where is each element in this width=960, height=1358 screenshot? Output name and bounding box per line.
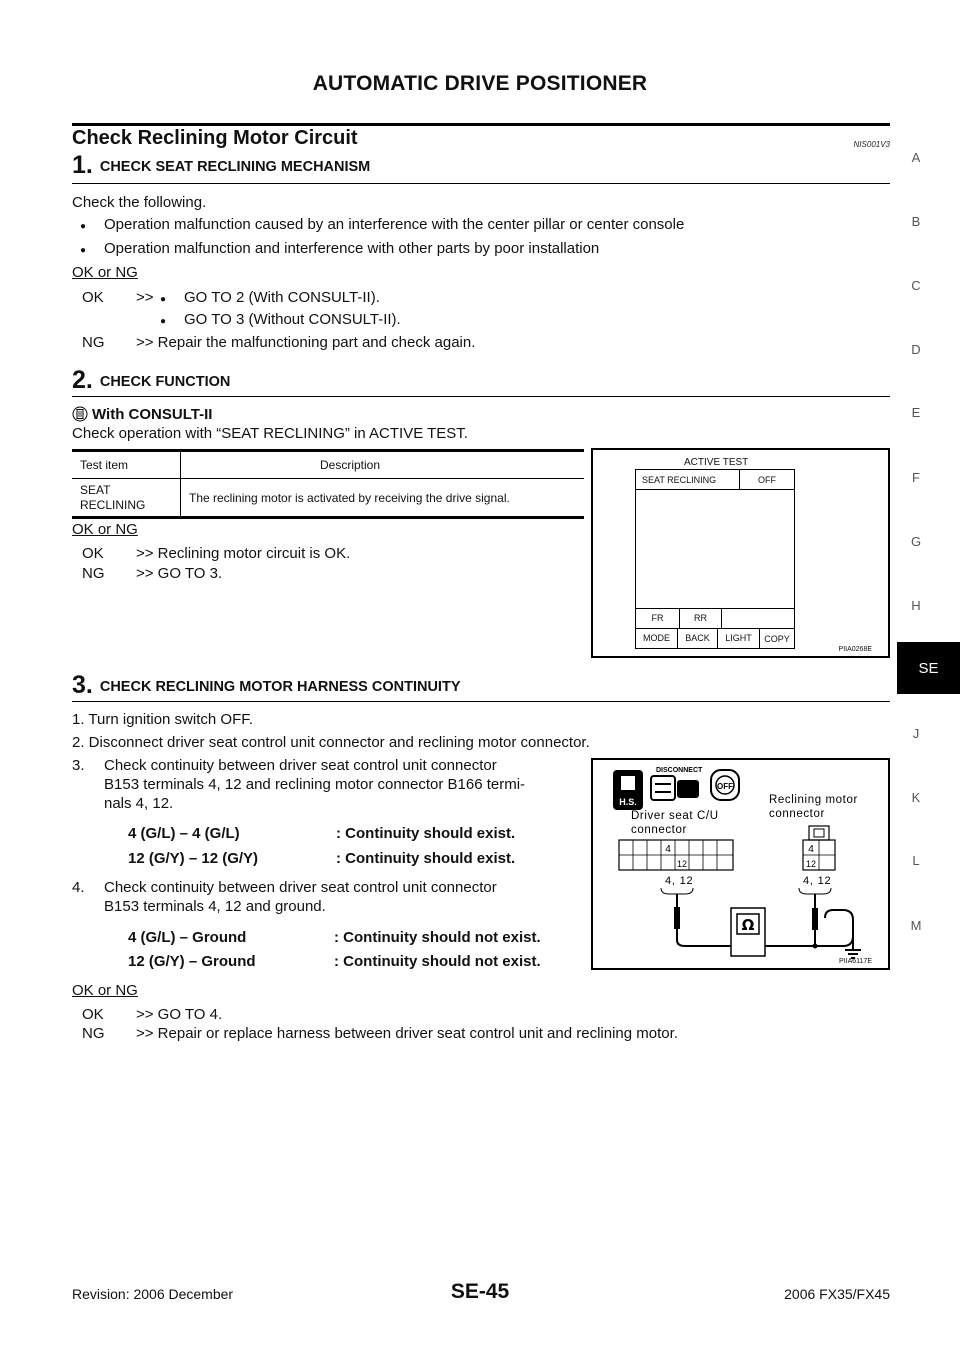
ignition-off-icon xyxy=(711,770,739,800)
step-3-instr-2: 2. Disconnect driver seat control unit connector and reclining motor connector. xyxy=(72,734,590,751)
side-index-j[interactable]: J xyxy=(912,726,920,741)
footer-page-number: SE-45 xyxy=(450,1280,510,1303)
step-1-bullet-2: ● Operation malfunction and interference with other parts by poor installation xyxy=(104,240,599,258)
ohm-symbol: Ω xyxy=(741,916,755,934)
step-3-ng-text: >> Repair or replace harness between driver seat control unit and reclining motor. xyxy=(136,1025,678,1042)
step-3-number: 3. xyxy=(72,671,93,699)
step-2-with-consult: With CONSULT-II xyxy=(92,406,213,423)
reclining-motor-label-2: connector xyxy=(769,808,825,820)
ignition-off-label: OFF xyxy=(717,782,733,791)
continuity-1-right: : Continuity should exist. xyxy=(336,825,516,842)
step-2-rule xyxy=(72,396,890,397)
step-3-instr-3-num: 3. xyxy=(72,757,85,774)
step-2-ng-label: NG xyxy=(82,565,105,582)
step-2-ok-ng: OK or NG xyxy=(72,521,138,538)
driver-seat-cu-connector xyxy=(619,840,733,870)
hs-icon-label: H.S. xyxy=(619,797,637,807)
step-1-ng-text: >> Repair the malfunctioning part and check again. xyxy=(136,334,476,351)
step-1-title: CHECK SEAT RECLINING MECHANISM xyxy=(99,159,371,175)
step-1-ok-arrow: >> xyxy=(136,289,154,306)
continuity-3-right: : Continuity should not exist. xyxy=(334,929,541,946)
continuity-2-right: : Continuity should exist. xyxy=(336,850,516,867)
step-2-desc: Check operation with “SEAT RECLINING” in ACTIVE TEST. xyxy=(72,425,468,442)
step-1-number: 1. xyxy=(72,151,93,179)
step-2-number: 2. xyxy=(72,366,93,394)
step-1-ok-item-2: ● GO TO 3 (Without CONSULT-II). xyxy=(184,311,401,329)
side-index-se-active[interactable]: SE xyxy=(897,642,960,694)
step-1-ok-item-1: ● GO TO 2 (With CONSULT-II). xyxy=(184,289,380,307)
footer-revision: Revision: 2006 December xyxy=(72,1286,234,1302)
step-1-bullet-1: ● Operation malfunction caused by an interference with the center pillar or center console xyxy=(104,216,684,234)
side-index-f[interactable]: F xyxy=(912,470,920,485)
step-2-ok-label: OK xyxy=(82,545,104,562)
ohmmeter-icon xyxy=(731,908,765,956)
right-terminal-label: 4, 12 xyxy=(803,875,832,887)
step-3-instr-3-line-2: B153 terminals 4, 12 and reclining motor connector B166 termi- xyxy=(104,776,526,793)
continuity-4-left: 12 (G/Y) – Ground xyxy=(128,953,256,970)
driver-seat-cu-label-1: Driver seat C/U xyxy=(631,810,719,822)
harness-figure-code: PIIA6117E xyxy=(839,958,872,965)
step-3-ok-text: >> GO TO 4. xyxy=(136,1006,223,1023)
screen-frame xyxy=(635,469,795,649)
disconnect-icon-label: DISCONNECT xyxy=(656,767,703,774)
side-index-e[interactable]: E xyxy=(911,405,921,420)
step-2-ok-text: >> Reclining motor circuit is OK. xyxy=(136,545,351,562)
footer-model: 2006 FX35/FX45 xyxy=(784,1286,890,1302)
side-index-k[interactable]: K xyxy=(911,790,921,805)
step-3-instr-4-line-1: Check continuity between driver seat control unit connector xyxy=(104,879,497,896)
screen-body xyxy=(636,490,794,608)
screen-value: OFF xyxy=(758,474,776,485)
right-pin-12: 12 xyxy=(805,859,817,869)
screen-fr-button[interactable]: FR xyxy=(636,609,680,628)
screen-rr-button[interactable]: RR xyxy=(680,609,722,628)
reclining-motor-connector xyxy=(803,826,835,870)
side-index-c[interactable]: C xyxy=(911,278,921,293)
step-3-rule xyxy=(72,701,890,702)
harness-wiring-drawing xyxy=(593,760,888,968)
step-3-ng-label: NG xyxy=(82,1025,105,1042)
reclining-motor-label-1: Reclining motor xyxy=(769,794,858,806)
screen-figure-code: PIIA0268E xyxy=(838,646,872,653)
driver-seat-cu-label-2: connector xyxy=(631,824,687,836)
step-2-ng-text: >> GO TO 3. xyxy=(136,565,223,582)
screen-copy-button[interactable]: COPY xyxy=(764,633,790,644)
step-1-rule xyxy=(72,183,890,184)
screen-item: SEAT RECLINING xyxy=(636,470,740,490)
page-header-title: AUTOMATIC DRIVE POSITIONER xyxy=(312,72,648,95)
disconnect-icon xyxy=(651,767,703,800)
side-index-m[interactable]: M xyxy=(910,918,922,933)
side-index-g[interactable]: G xyxy=(910,534,922,549)
step-1-ok-ng: OK or NG xyxy=(72,264,138,281)
test-item-table xyxy=(72,449,584,519)
table-header-test-item: Test item xyxy=(80,458,129,472)
step-1-ng-label: NG xyxy=(82,334,105,351)
table-cell-seat-reclining: SEAT RECLINING xyxy=(80,482,146,512)
step-1-heading xyxy=(72,151,370,180)
table-cell-description: The reclining motor is activated by receiving the drive signal. xyxy=(189,490,510,505)
left-terminal-label: 4, 12 xyxy=(665,875,694,887)
screen-mode-button[interactable]: MODE xyxy=(636,629,678,648)
header-rule xyxy=(72,123,890,126)
step-3-instr-4-num: 4. xyxy=(72,879,85,896)
side-index-a[interactable]: A xyxy=(911,150,921,165)
step-3-title: CHECK RECLINING MOTOR HARNESS CONTINUITY xyxy=(99,679,461,695)
section-title: Check Reclining Motor Circuit xyxy=(72,127,358,149)
left-pin-12: 12 xyxy=(676,859,688,869)
side-index-d[interactable]: D xyxy=(911,342,921,357)
step-3-instr-3-line-3: nals 4, 12. xyxy=(104,795,174,812)
harness-continuity-diagram xyxy=(591,758,890,970)
side-index-h[interactable]: H xyxy=(911,598,921,613)
hs-icon xyxy=(613,770,643,810)
side-index-l[interactable]: L xyxy=(912,853,920,868)
continuity-4-right: : Continuity should not exist. xyxy=(334,953,541,970)
left-pin-4: 4 xyxy=(665,844,671,855)
table-header-description: Description xyxy=(319,458,381,472)
active-test-screen-figure xyxy=(591,448,890,658)
step-2-title: CHECK FUNCTION xyxy=(99,374,231,390)
step-2-heading xyxy=(72,366,230,395)
right-pin-4: 4 xyxy=(808,844,814,855)
step-3-instr-1: 1. Turn ignition switch OFF. xyxy=(72,711,253,728)
consult-tool-icon xyxy=(72,406,88,422)
screen-title: ACTIVE TEST xyxy=(684,457,749,468)
step-3-ok-ng: OK or NG xyxy=(72,982,138,999)
continuity-3-left: 4 (G/L) – Ground xyxy=(128,929,247,946)
ground-icon xyxy=(845,946,861,958)
step-1-intro: Check the following. xyxy=(72,194,207,211)
step-1-ok-label: OK xyxy=(82,289,104,306)
continuity-2-left: 12 (G/Y) – 12 (G/Y) xyxy=(128,850,259,867)
section-code: NIS001V3 xyxy=(853,140,890,149)
screen-light-button[interactable]: LIGHT xyxy=(718,629,760,648)
side-index-b[interactable]: B xyxy=(911,214,921,229)
step-3-ok-label: OK xyxy=(82,1006,104,1023)
screen-back-button[interactable]: BACK xyxy=(678,629,718,648)
step-3-instr-3-line-1: Check continuity between driver seat control unit connector xyxy=(104,757,497,774)
step-3-instr-4-line-2: B153 terminals 4, 12 and ground. xyxy=(104,898,326,915)
step-3-heading xyxy=(72,671,461,700)
continuity-1-left: 4 (G/L) – 4 (G/L) xyxy=(128,825,240,842)
